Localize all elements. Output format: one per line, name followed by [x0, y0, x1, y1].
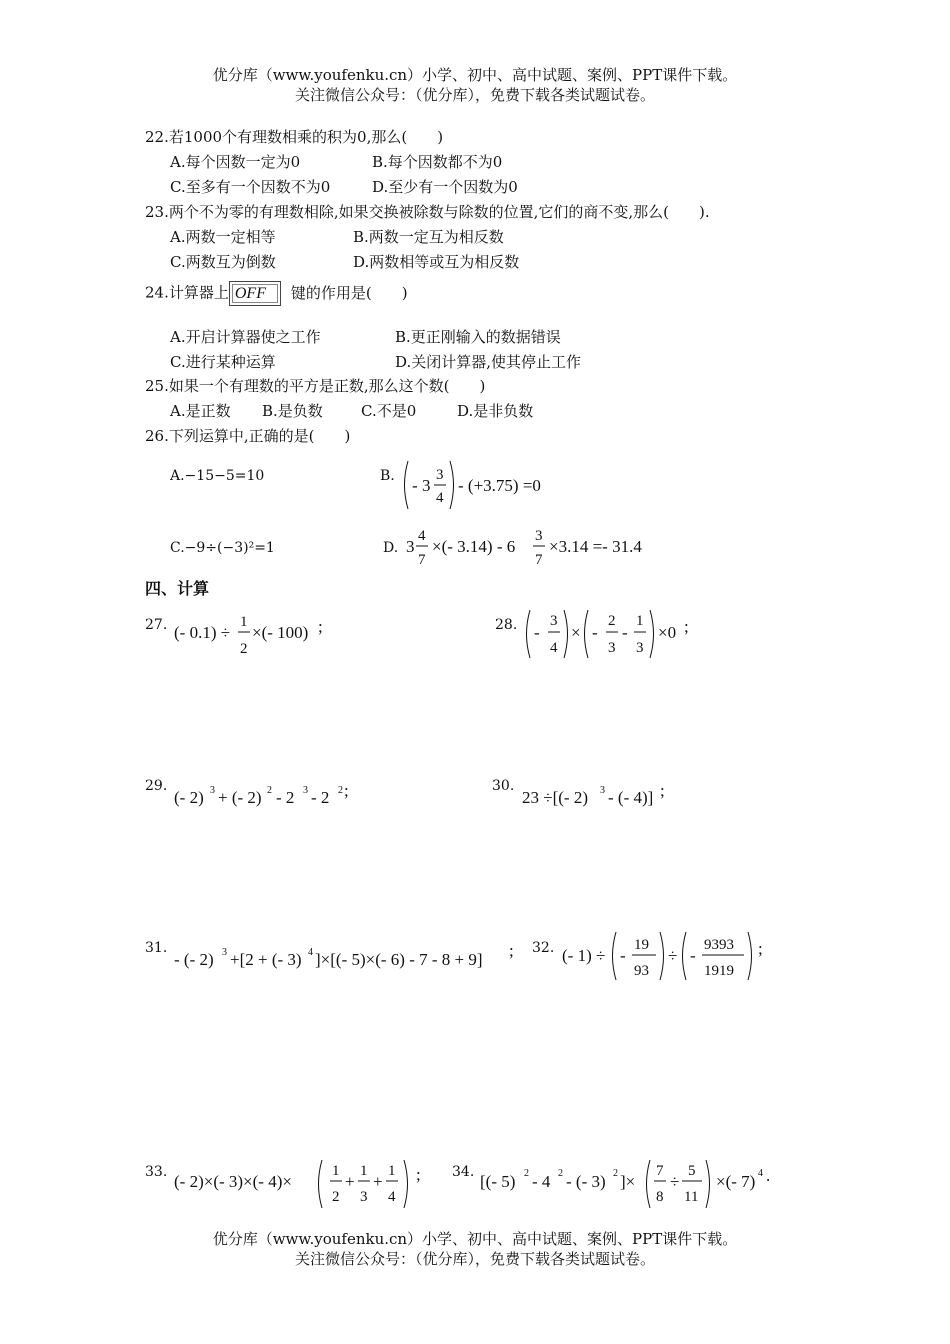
- svg-text:2: 2: [332, 1189, 340, 1205]
- svg-text:;: ;: [344, 781, 349, 800]
- svg-text:[(- 5): [(- 5): [480, 1172, 516, 1191]
- question-23-option-a: A.两数一定相等: [170, 228, 276, 246]
- svg-text:4: 4: [436, 490, 444, 506]
- problem-27-number: 27.: [145, 617, 168, 633]
- svg-text:3: 3: [303, 785, 308, 796]
- svg-text:÷: ÷: [668, 946, 678, 965]
- svg-text:2: 2: [608, 613, 616, 629]
- svg-text:(- 0.1) ÷: (- 0.1) ÷: [174, 623, 231, 642]
- svg-text:- (- 2): - (- 2): [174, 950, 214, 969]
- svg-text:×(- 3.14) - 6: ×(- 3.14) - 6: [432, 537, 516, 556]
- svg-text:1: 1: [360, 1163, 368, 1179]
- footer-line-2: 关注微信公众号：（优分库），免费下载各类试题试卷。: [294, 1250, 655, 1268]
- header-line-1: 优分库（www.youfenku.cn）小学、初中、高中试题、案例、PPT课件下载。: [212, 66, 738, 84]
- svg-text:(- 1) ÷: (- 1) ÷: [562, 946, 606, 965]
- question-22-option-c: C.至多有一个因数不为0: [170, 178, 331, 196]
- question-26-option-b-formula: [398, 455, 598, 515]
- question-25-stem: 25.如果一个有理数的平方是正数,那么这个数( ): [145, 377, 486, 395]
- question-25-option-d: D.是非负数: [457, 402, 534, 420]
- question-25-option-c: C.不是0: [361, 402, 417, 420]
- svg-text:-: -: [620, 946, 626, 965]
- svg-text:×(- 100): ×(- 100): [252, 623, 309, 642]
- svg-text:3: 3: [422, 476, 431, 495]
- problem-29-formula: [172, 778, 362, 810]
- svg-text:]×: ]×: [620, 1172, 636, 1191]
- question-26-option-d-formula: [402, 522, 672, 574]
- svg-text:- (- 3): - (- 3): [566, 1172, 606, 1191]
- svg-text:×: ×: [571, 623, 581, 642]
- svg-text:4: 4: [388, 1189, 396, 1205]
- problem-32-formula: [560, 926, 770, 986]
- svg-text:1: 1: [332, 1163, 340, 1179]
- question-22-stem: 22.若1000个有理数相乘的积为0,那么( ): [145, 128, 444, 146]
- svg-text:3: 3: [222, 947, 227, 958]
- svg-text:;: ;: [684, 617, 689, 636]
- svg-text:93: 93: [634, 963, 649, 979]
- svg-text:3: 3: [550, 613, 558, 629]
- question-24-option-d: D.关闭计算器,使其停止工作: [395, 353, 582, 371]
- svg-text:3: 3: [406, 537, 415, 556]
- question-24-stem-before: 24.计算器上: [145, 283, 229, 302]
- svg-text:3: 3: [360, 1189, 368, 1205]
- svg-text:- 2: - 2: [276, 788, 295, 807]
- svg-text:+[2 + (- 3): +[2 + (- 3): [230, 950, 302, 969]
- svg-text:-: -: [412, 476, 418, 495]
- footer-line-1: 优分库（www.youfenku.cn）小学、初中、高中试题、案例、PPT课件下载。: [212, 1230, 738, 1248]
- section-title: 四、计算: [145, 579, 210, 598]
- question-25-option-a: A.是正数: [170, 402, 231, 420]
- svg-text:(- 2)×(- 3)×(- 4)×: (- 2)×(- 3)×(- 4)×: [174, 1172, 292, 1191]
- question-24-stem: [145, 281, 408, 306]
- question-26-option-c: C.−9÷(−3)²=1: [170, 540, 275, 556]
- question-26-stem: 26.下列运算中,正确的是( ): [145, 427, 351, 445]
- svg-text:- 2: - 2: [311, 788, 330, 807]
- svg-text:1: 1: [388, 1163, 396, 1179]
- question-23-option-d: D.两数相等或互为相反数: [353, 253, 520, 271]
- svg-text:;: ;: [416, 1165, 421, 1184]
- question-26-option-d-label: D.: [383, 540, 399, 556]
- problem-28-formula: [522, 604, 712, 664]
- svg-text:;: ;: [758, 939, 763, 958]
- svg-text:4: 4: [758, 1168, 763, 1179]
- question-26-option-a: A.−15−5=10: [170, 468, 265, 484]
- svg-text:1: 1: [636, 613, 644, 629]
- svg-text:19: 19: [634, 937, 649, 953]
- question-24-option-c: C.进行某种运算: [170, 353, 276, 371]
- svg-text:- (+3.75) =0: - (+3.75) =0: [458, 476, 541, 495]
- question-22-option-a: A.每个因数一定为0: [170, 153, 301, 171]
- svg-text:11: 11: [684, 1189, 699, 1205]
- svg-text:÷: ÷: [670, 1172, 680, 1191]
- svg-text:2: 2: [558, 1168, 563, 1179]
- question-26-option-b-label: B.: [380, 468, 395, 484]
- svg-text:;: ;: [660, 781, 665, 800]
- question-25-option-b: B.是负数: [262, 402, 323, 420]
- svg-text:;: ;: [318, 617, 323, 636]
- svg-text:+ (- 2): + (- 2): [218, 788, 262, 807]
- svg-text:-: -: [592, 623, 598, 642]
- svg-text:1: 1: [240, 614, 248, 630]
- svg-text:3: 3: [608, 640, 616, 656]
- problem-33-number: 33.: [145, 1164, 168, 1180]
- svg-text:;: ;: [509, 941, 514, 960]
- svg-text:(- 2): (- 2): [174, 788, 204, 807]
- svg-text:1919: 1919: [704, 963, 734, 979]
- svg-text:+: +: [373, 1172, 383, 1191]
- svg-text:8: 8: [656, 1189, 664, 1205]
- svg-text:×0: ×0: [658, 623, 677, 642]
- svg-text:4: 4: [418, 528, 426, 544]
- svg-text:3: 3: [210, 785, 215, 796]
- problem-27-formula: [172, 608, 342, 664]
- question-23-option-b: B.两数一定互为相反数: [353, 228, 504, 246]
- problem-30-formula: [520, 778, 680, 810]
- svg-text:4: 4: [550, 640, 558, 656]
- svg-text:9393: 9393: [704, 937, 734, 953]
- question-24-stem-after: 键的作用是( ): [290, 283, 408, 302]
- problem-28-number: 28.: [495, 617, 518, 633]
- question-23-option-c: C.两数互为倒数: [170, 253, 276, 271]
- svg-text:7: 7: [535, 552, 543, 568]
- svg-text:7: 7: [656, 1163, 664, 1179]
- problem-30-number: 30.: [492, 778, 515, 794]
- svg-text:×(- 7): ×(- 7): [716, 1172, 756, 1191]
- svg-text:5: 5: [688, 1163, 696, 1179]
- svg-text:-: -: [622, 623, 628, 642]
- question-24-option-b: B.更正刚输入的数据错误: [395, 328, 561, 346]
- problem-33-formula: [172, 1154, 432, 1214]
- svg-text:- (- 4)]: - (- 4)]: [608, 788, 654, 807]
- question-22-option-d: D.至少有一个因数为0: [372, 178, 518, 196]
- svg-text:-: -: [690, 946, 696, 965]
- svg-text:3: 3: [600, 785, 605, 796]
- svg-text:3: 3: [636, 640, 644, 656]
- svg-text:+: +: [345, 1172, 355, 1191]
- svg-text:2: 2: [524, 1168, 529, 1179]
- problem-31-formula: [172, 936, 522, 976]
- svg-text:- 4: - 4: [532, 1172, 551, 1191]
- svg-text:2: 2: [338, 785, 343, 796]
- svg-text:]×[(- 5)×(- 6) - 7 - 8 + 9]: ]×[(- 5)×(- 6) - 7 - 8 + 9]: [315, 950, 483, 969]
- problem-32-number: 32.: [532, 940, 555, 956]
- svg-text:4: 4: [308, 947, 313, 958]
- svg-text:3: 3: [436, 467, 444, 483]
- problem-34-number: 34.: [452, 1164, 475, 1180]
- problem-29-number: 29.: [145, 778, 168, 794]
- problem-31-number: 31.: [145, 940, 168, 956]
- svg-text:×3.14 =- 31.4: ×3.14 =- 31.4: [549, 537, 642, 556]
- svg-text:2: 2: [613, 1168, 618, 1179]
- svg-text:-: -: [534, 623, 540, 642]
- off-key-icon: OFF: [229, 281, 281, 306]
- svg-text:23 ÷[(- 2): 23 ÷[(- 2): [522, 788, 588, 807]
- question-22-option-b: B.每个因数都不为0: [372, 153, 503, 171]
- problem-34-formula: [478, 1154, 788, 1214]
- question-24-option-a: A.开启计算器使之工作: [170, 328, 321, 346]
- question-23-stem: 23.两个不为零的有理数相除,如果交换被除数与除数的位置,它们的商不变,那么( ).: [145, 203, 710, 221]
- svg-text:7: 7: [418, 552, 426, 568]
- svg-text:2: 2: [240, 641, 248, 657]
- svg-text:2: 2: [267, 785, 272, 796]
- svg-text:3: 3: [535, 528, 543, 544]
- svg-text:.: .: [766, 1166, 771, 1185]
- header-line-2: 关注微信公众号：（优分库），免费下载各类试题试卷。: [294, 86, 655, 104]
